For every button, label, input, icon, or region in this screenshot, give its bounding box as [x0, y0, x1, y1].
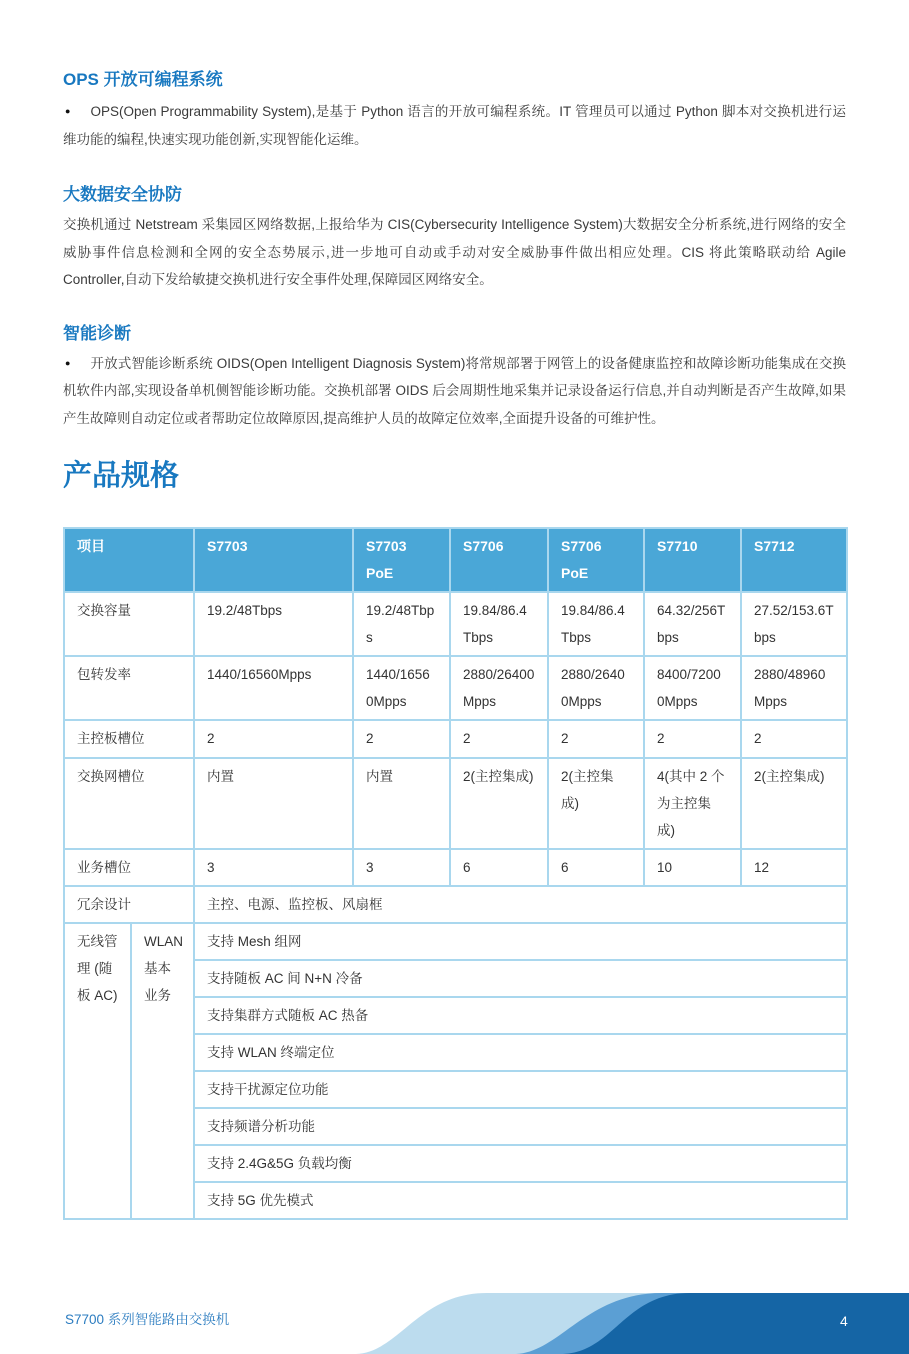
paragraph-text: 开放式智能诊断系统 OIDS(Open Intelligent Diagnosis System)将常规部署于网管上的设备健康监控和故障诊断功能集成在交换机软件内部,实现设备单机侧智能诊断功能。交换机部署 OIDS 后会周期性地采集并记录设备运行信息,并自动判断是否产生故障,如果产生故障则自动定位或者帮助定位故障原因,提高维护人员的故障定位效率,全面提升设备的可维护性。 [63, 355, 846, 426]
cell-value: 2(主控集成) [548, 758, 644, 849]
bullet-icon: ● [65, 106, 71, 116]
cell-value: 2(主控集成) [741, 758, 847, 849]
table-row-mpu-slots [64, 720, 847, 758]
row-label: 交换网槽位 [64, 758, 194, 849]
column-header-s7706-poe: S7706 PoE [548, 528, 644, 592]
cell-value: 2 [644, 720, 741, 758]
row-sub-label-wlan-basic: WLAN 基本业务 [131, 923, 194, 1219]
column-header-s7710: S7710 [644, 528, 741, 592]
cell-value: 4(其中 2 个为主控集成) [644, 758, 741, 849]
cell-value: 19.2/48Tbps [194, 592, 353, 656]
cell-value: 1440/16560Mpps [194, 656, 353, 720]
column-header-item: 项目 [64, 528, 194, 592]
cell-value: 64.32/256Tbps [644, 592, 741, 656]
row-label: 主控板槽位 [64, 720, 194, 758]
table-header-row [64, 528, 847, 592]
cell-value: 2 [194, 720, 353, 758]
cell-value: 支持随板 AC 间 N+N 冷备 [194, 960, 847, 997]
section-paragraph-bigdata-security: 交换机通过 Netstream 采集园区网络数据,上报给华为 CIS(Cybersecurity Intelligence System)大数据安全分析系统,进行网络的安全威胁事件信息检测和全网的安全态势展示,进一步地可自动或手动对安全威胁事件做出相应处理。CIS 将此策略联动给 Agile Controller,自动下发给敏捷交换机进行安全事件处理,保障园区网络安全。 [63, 217, 846, 287]
cell-value: 2 [450, 720, 548, 758]
row-label: 包转发率 [64, 656, 194, 720]
row-label: 业务槽位 [64, 849, 194, 886]
footer-doc-title: S7700 系列智能路由交换机 [65, 1312, 230, 1327]
cell-value: 内置 [353, 758, 450, 849]
cell-value: 内置 [194, 758, 353, 849]
product-spec-table [63, 527, 848, 1220]
paragraph-text: OPS(Open Programmability System),是基于 Python 语言的开放可编程系统。IT 管理员可以通过 Python 脚本对交换机进行运维功能的编程,快速实现功能创新,实现智能化运维。 [63, 104, 846, 147]
cell-value: 8400/72000Mpps [644, 656, 741, 720]
cell-value: 支持 2.4G&5G 负载均衡 [194, 1145, 847, 1182]
table-row-wlan-feature [64, 923, 847, 960]
row-label: 冗余设计 [64, 886, 194, 923]
cell-value: 2(主控集成) [450, 758, 548, 849]
cell-value: 19.2/48Tbps [353, 592, 450, 656]
section-paragraph-ops [63, 98, 846, 153]
cell-value: 27.52/153.6Tbps [741, 592, 847, 656]
footer-page-number: 4 [840, 1313, 848, 1329]
table-row-redundancy [64, 886, 847, 923]
table-row-sfu-slots [64, 758, 847, 849]
row-group-label-wireless-management: 无线管理 (随板 AC) [64, 923, 131, 1219]
section-heading-ops: OPS 开放可编程系统 [63, 70, 223, 89]
cell-value: 支持集群方式随板 AC 热备 [194, 997, 847, 1034]
cell-value: 19.84/86.4Tbps [450, 592, 548, 656]
cell-value: 19.84/86.4Tbps [548, 592, 644, 656]
column-header-s7703-poe: S7703 PoE [353, 528, 450, 592]
section-paragraph-intelligent-diagnosis [63, 350, 846, 433]
cell-value: 6 [548, 849, 644, 886]
cell-value: 3 [194, 849, 353, 886]
column-header-s7712: S7712 [741, 528, 847, 592]
cell-value: 支持频谱分析功能 [194, 1108, 847, 1145]
cell-value: 3 [353, 849, 450, 886]
cell-value: 主控、电源、监控板、风扇框 [194, 886, 847, 923]
cell-value: 12 [741, 849, 847, 886]
cell-value: 2880/26400Mpps [450, 656, 548, 720]
cell-value: 支持干扰源定位功能 [194, 1071, 847, 1108]
document-page [0, 68, 909, 1220]
cell-value: 支持 5G 优先模式 [194, 1182, 847, 1219]
column-header-s7706: S7706 [450, 528, 548, 592]
cell-value: 支持 WLAN 终端定位 [194, 1034, 847, 1071]
product-spec-title: 产品规格 [63, 460, 180, 492]
cell-value: 支持 Mesh 组网 [194, 923, 847, 960]
cell-value: 2880/48960Mpps [741, 656, 847, 720]
page-footer [0, 1268, 909, 1354]
section-heading-bigdata-security: 大数据安全协防 [63, 185, 182, 204]
row-label: 交换容量 [64, 592, 194, 656]
cell-value: 2880/26400Mpps [548, 656, 644, 720]
table-row-packet-forwarding-rate [64, 656, 847, 720]
cell-value: 2 [353, 720, 450, 758]
cell-value: 2 [741, 720, 847, 758]
table-row-switching-capacity [64, 592, 847, 656]
column-header-s7703: S7703 [194, 528, 353, 592]
cell-value: 2 [548, 720, 644, 758]
cell-value: 1440/16560Mpps [353, 656, 450, 720]
bullet-icon: ● [65, 357, 71, 368]
cell-value: 10 [644, 849, 741, 886]
cell-value: 6 [450, 849, 548, 886]
table-row-service-slots [64, 849, 847, 886]
section-heading-intelligent-diagnosis: 智能诊断 [63, 323, 131, 343]
